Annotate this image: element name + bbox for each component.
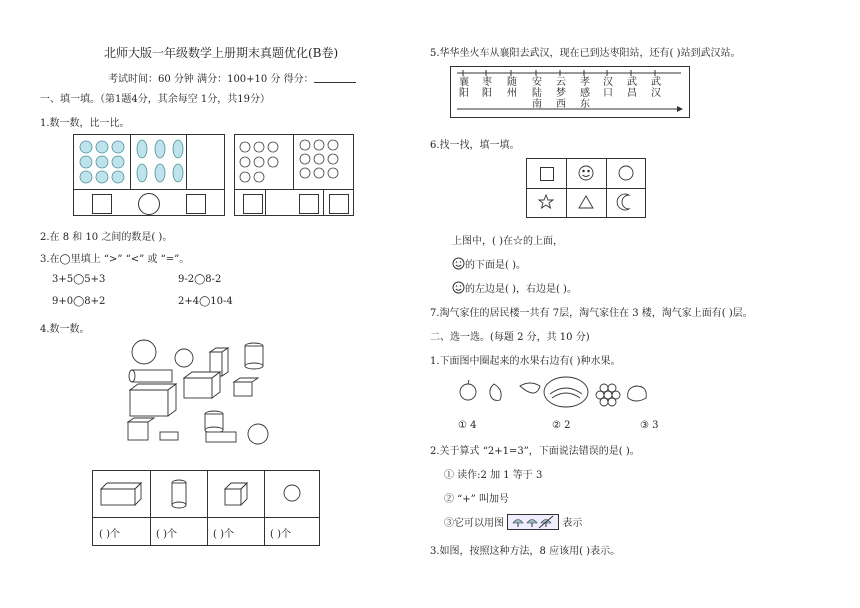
station-char: 汉: [651, 88, 661, 99]
count-cell-2[interactable]: ( )个: [156, 529, 177, 540]
station-char: 阳: [482, 88, 492, 99]
station-label: [649, 77, 663, 99]
q6-line-2[interactable]: [452, 256, 526, 271]
compare-box-right: [234, 134, 354, 216]
s2q1-option-1[interactable]: ① 4: [458, 420, 477, 431]
s2q2-option-1[interactable]: ① 读作:2 加 1 等于 3: [444, 470, 543, 481]
s2q1-option-2[interactable]: ② 2: [552, 420, 571, 431]
station-char: 安: [532, 77, 542, 88]
station-char: 州: [507, 88, 517, 99]
s2q2-option-2[interactable]: ② “+” 叫加号: [444, 494, 509, 505]
question-1: 1.数一数，比一比。: [40, 118, 130, 129]
station-char: 东: [580, 99, 590, 110]
solid-shapes-figure: [124, 338, 274, 448]
s2-question-1: 1.下面图中圈起来的水果右边有( )种水果。: [430, 356, 621, 367]
station-label: [505, 77, 519, 99]
station-char: 南: [532, 99, 542, 110]
station-label: [554, 77, 568, 110]
train-route-box: [450, 66, 690, 118]
q3-item-4[interactable]: 2+4◯10-4: [178, 296, 233, 307]
count-cell-1[interactable]: ( )个: [99, 529, 120, 540]
smiley-icon: [452, 257, 465, 270]
apple-and-peach-icons: [235, 135, 353, 189]
station-char: 襄: [459, 77, 469, 88]
s2-question-2: 2.关于算式 “2+1=3”，下面说法错误的是( )。: [430, 446, 640, 457]
page-title: 北师大版一年级数学上册期末真题优化(B卷): [104, 46, 339, 60]
question-4: 4.数一数。: [40, 324, 90, 335]
score-blank[interactable]: [314, 73, 356, 83]
station-char: 汉: [603, 77, 613, 88]
station-label: [625, 77, 639, 99]
count-table: [92, 470, 320, 546]
question-7: 7.淘气家住的居民楼一共有 7层，淘气家住在 3 楼，淘气家上面有( )层。: [430, 308, 753, 319]
count-shape-icons: [93, 471, 319, 517]
count-cell-3[interactable]: ( )个: [213, 529, 234, 540]
count-cell-4[interactable]: ( )个: [270, 529, 291, 540]
station-char: 枣: [482, 77, 492, 88]
q3-item-3[interactable]: 9+0◯8+2: [52, 296, 106, 307]
q6-line-1[interactable]: 上图中，( )在☆的上面，: [452, 236, 563, 247]
answer-square-1[interactable]: [92, 194, 112, 214]
exam-info: [108, 70, 356, 85]
question-5: 5.华华坐火车从襄阳去武汉，现在已到达枣阳站，还有( )站到武汉站。: [430, 48, 741, 59]
answer-square-4[interactable]: [299, 194, 319, 214]
question-6: 6.找一找，填一填。: [430, 140, 520, 151]
station-char: 阳: [459, 88, 469, 99]
mushroom-picture: [507, 514, 559, 530]
station-char: 随: [507, 77, 517, 88]
station-char: 武: [627, 77, 637, 88]
station-char: 感: [580, 88, 590, 99]
question-3: 3.在◯里填上 “>” “<” 或 “=”。: [40, 254, 190, 265]
station-char: 昌: [627, 88, 637, 99]
station-char: 梦: [556, 88, 566, 99]
compare-box-left: [73, 134, 225, 216]
section-2-heading: 二、选一选。(每题 2 分，共 10 分): [430, 332, 590, 343]
station-label: [601, 77, 615, 99]
station-label: [578, 77, 592, 110]
station-label: [530, 77, 544, 110]
station-label: [480, 77, 494, 99]
station-char: 武: [651, 77, 661, 88]
s2q1-option-3[interactable]: ③ 3: [640, 420, 659, 431]
question-2: 2.在 8 和 10 之间的数是( )。: [40, 232, 173, 243]
station-label: [457, 77, 471, 99]
station-char: 口: [603, 88, 613, 99]
station-char: 孝: [580, 77, 590, 88]
position-grid: [526, 158, 646, 218]
s2-question-3: 3.如图，按照这种方法，8 应该用( )表示。: [430, 546, 621, 557]
q6-line-3[interactable]: [452, 280, 577, 295]
fruit-row-icons: [456, 372, 656, 412]
smiley-icon-2: [452, 281, 465, 294]
s2q2-option-3-suffix: 表示: [562, 518, 583, 529]
answer-square-5[interactable]: [329, 194, 349, 214]
q6-line-2-text: 的下面是( )。: [465, 260, 526, 271]
station-char: 西: [556, 99, 566, 110]
s2q2-option-3-prefix: ③它可以用图: [444, 518, 504, 529]
q3-item-2[interactable]: 9-2◯8-2: [178, 274, 222, 285]
section-1-heading: 一、填一填。（第1题4分，其余每空 1分，共19分）: [40, 94, 270, 105]
station-char: 云: [556, 77, 566, 88]
answer-square-3[interactable]: [243, 194, 263, 214]
q3-item-1[interactable]: 3+5◯5+3: [52, 274, 106, 285]
station-char: 陆: [532, 88, 542, 99]
q6-line-3-text: 的左边是( )，右边是( )。: [465, 284, 577, 295]
s2q2-option-3[interactable]: [444, 514, 582, 530]
exam-info-text: 考试时间：60 分钟 满分：100+10 分 得分：: [108, 74, 314, 85]
answer-circle-1[interactable]: [138, 193, 160, 215]
grid-icons: [527, 159, 645, 217]
tomato-and-eggplant-icons: [74, 135, 224, 189]
answer-square-2[interactable]: [186, 194, 206, 214]
